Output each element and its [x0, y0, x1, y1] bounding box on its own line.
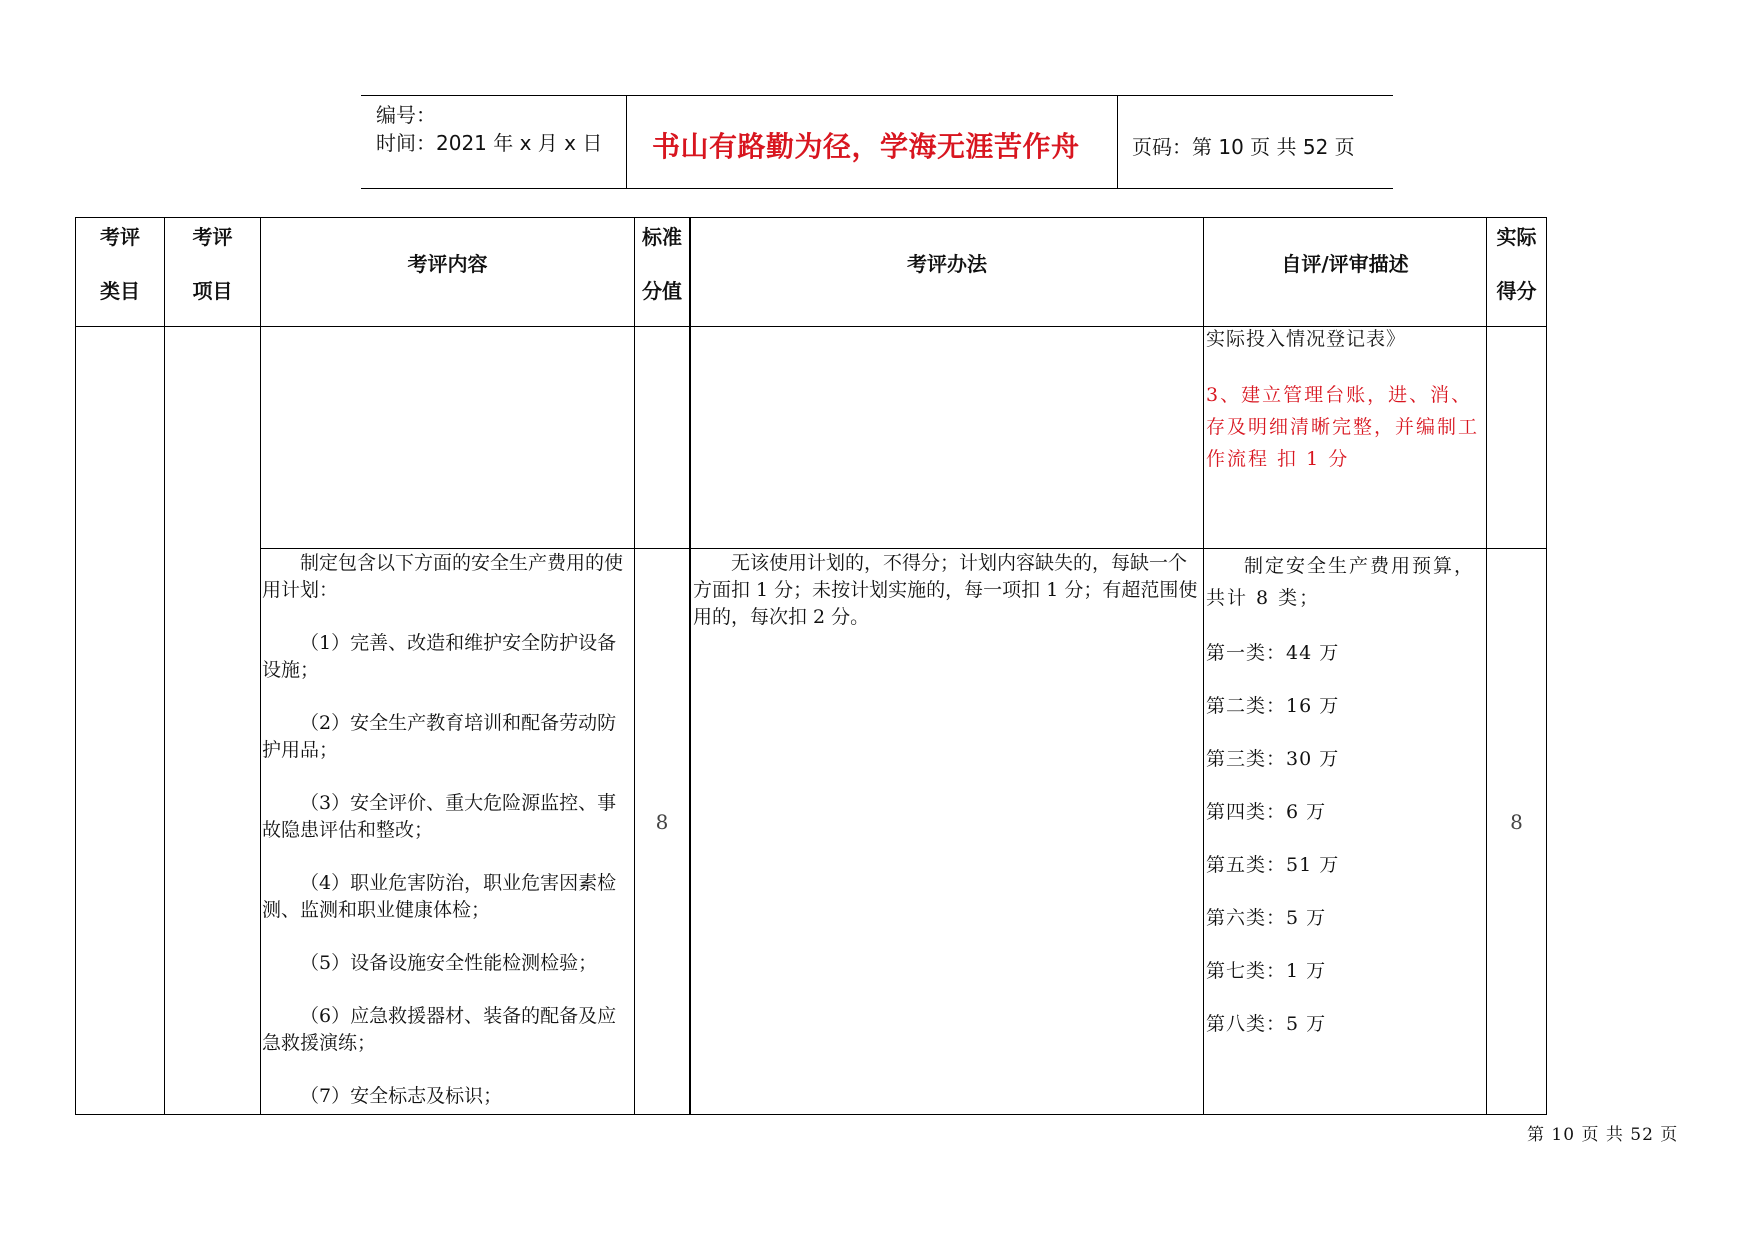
row1-self-eval	[1206, 326, 1484, 475]
header-actual-line1: 实际	[1496, 225, 1537, 249]
header-bottom-rule	[361, 188, 1393, 189]
document-number-label: 编号：	[376, 103, 436, 127]
header-self-eval: 自评/评审描述	[1281, 252, 1409, 276]
budget-category-4: 第四类：6 万	[1206, 801, 1327, 823]
content-item-3: （3）安全评价、重大危险源监控、事故隐患评估和整改；	[262, 792, 617, 841]
content-item-4: （4）职业危害防治，职业危害因素检测、监测和职业健康体检；	[262, 872, 617, 921]
content-item-2: （2）安全生产教育培训和配备劳动防护用品；	[262, 712, 617, 761]
row1-self-eval-line1: 实际投入情况登记表》	[1206, 328, 1407, 350]
row2-self-eval-intro: 制定安全生产费用预算，共计 8 类；	[1206, 555, 1476, 609]
table-top-border	[75, 217, 1547, 218]
header-divider-1	[626, 95, 627, 189]
header-category-line2: 类目	[100, 279, 140, 303]
row2-content	[262, 550, 634, 1136]
header-method: 考评办法	[907, 252, 987, 276]
row2-self-eval	[1206, 550, 1484, 1064]
header-actual-line2: 得分	[1496, 279, 1537, 303]
header-page-number: 页码：第 10 页 共 52 页	[1132, 135, 1355, 159]
budget-category-2: 第二类：16 万	[1206, 695, 1340, 717]
budget-category-7: 第七类：1 万	[1206, 960, 1327, 982]
budget-category-3: 第三类：30 万	[1206, 748, 1340, 770]
content-item-6: （6）应急救援器材、装备的配备及应急救援演练；	[262, 1005, 617, 1054]
table-left-border	[75, 217, 76, 1115]
header-top-rule	[361, 95, 1393, 96]
header-divider-2	[1117, 95, 1118, 189]
content-item-7: （7）安全标志及标识；	[300, 1085, 503, 1107]
document-date-label: 时间：2021 年 x 月 x 日	[376, 131, 603, 155]
header-content: 考评内容	[407, 252, 488, 276]
header-item-line1: 考评	[192, 225, 233, 249]
header-standard-line1: 标准	[642, 225, 682, 249]
row2-method: 无该使用计划的，不得分；计划内容缺失的，每缺一个方面扣 1 分；未按计划实施的，每一项扣 1 分；有超范围使用的，每次扣 2 分。	[693, 552, 1198, 628]
col-divider-method	[1203, 217, 1204, 1115]
content-item-5: （5）设备设施安全性能检测检验；	[300, 952, 598, 974]
col-divider-item	[260, 217, 261, 1115]
col-divider-self-eval	[1486, 217, 1487, 1115]
header-standard-line2: 分值	[642, 279, 682, 303]
header-motto: 书山有路勤为径，学海无涯苦作舟	[652, 130, 1080, 163]
col-divider-standard	[689, 217, 691, 1115]
table-row-divider	[260, 548, 1547, 549]
budget-category-1: 第一类：44 万	[1206, 642, 1340, 664]
budget-category-8: 第八类：5 万	[1206, 1013, 1327, 1035]
header-item-line2: 项目	[192, 279, 233, 303]
budget-category-6: 第六类：5 万	[1206, 907, 1327, 929]
col-divider-category	[164, 217, 165, 1115]
col-divider-content	[634, 217, 635, 1115]
footer-page-number: 第 10 页 共 52 页	[1527, 1125, 1679, 1145]
row2-actual-score: 8	[1510, 810, 1523, 834]
row2-content-intro: 制定包含以下方面的安全生产费用的使用计划：	[262, 552, 624, 601]
budget-category-5: 第五类：51 万	[1206, 854, 1340, 876]
row1-self-eval-red-note: 3、建立管理台账，进、消、存及明细清晰完整，并编制工作流程 扣 1 分	[1206, 384, 1480, 470]
header-category-line1: 考评	[100, 225, 140, 249]
row2-standard-score: 8	[655, 810, 669, 834]
table-right-border	[1546, 217, 1547, 1115]
content-item-1: （1）完善、改造和维护安全防护设备设施；	[262, 632, 617, 681]
